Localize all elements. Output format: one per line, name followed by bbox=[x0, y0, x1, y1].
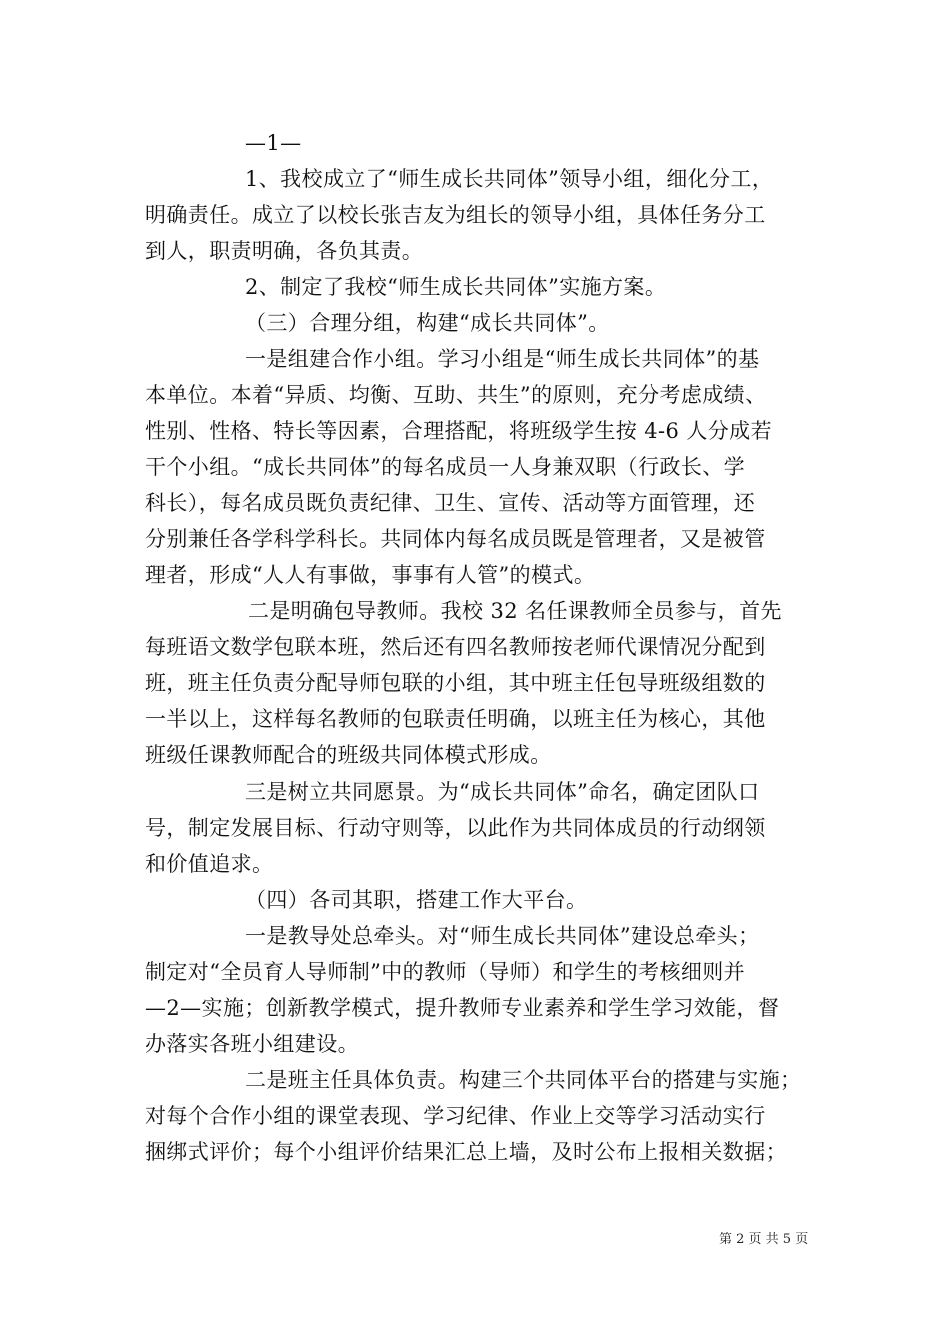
text-line: 办落实各班小组建设。 bbox=[145, 1032, 359, 1056]
page-footer: 第 2 页 共 5 页 bbox=[719, 1232, 809, 1247]
text-line: 二是明确包导教师。我校 32 名任课教师全员参与，首先 bbox=[248, 599, 782, 623]
text-line: 号，制定发展目标、行动守则等，以此作为共同体成员的行动纲领 bbox=[145, 816, 766, 840]
text-line: 1、我校成立了“师生成长共同体”领导小组，细化分工， bbox=[245, 167, 774, 191]
text-line: 三是树立共同愿景。为“成长共同体”命名，确定团队口 bbox=[245, 780, 760, 804]
text-line: 二是班主任具体负责。构建三个共同体平台的搭建与实施； bbox=[245, 1068, 802, 1092]
text-line: 班，班主任负责分配导师包联的小组，其中班主任包导班级组数的 bbox=[145, 671, 766, 695]
text-line: 一半以上，这样每名教师的包联责任明确，以班主任为核心，其他 bbox=[145, 707, 766, 731]
text-line: 对每个合作小组的课堂表现、学习纪律、作业上交等学习活动实行 bbox=[145, 1104, 766, 1128]
text-line: —2—实施；创新教学模式，提升教师专业素养和学生学习效能，督 bbox=[145, 996, 780, 1020]
text-line: 明确责任。成立了以校长张吉友为组长的领导小组，具体任务分工 bbox=[145, 203, 766, 227]
text-line: 性别、性格、特长等因素，合理搭配，将班级学生按 4-6 人分成若 bbox=[145, 419, 772, 443]
text-line: 本单位。本着“异质、均衡、互助、共生”的原则，充分考虑成绩、 bbox=[145, 383, 767, 407]
section-heading-4: （四）各司其职，搭建工作大平台。 bbox=[245, 888, 588, 912]
text-line: 制定对“全员育人导师制”中的教师（导师）和学生的考核细则并 bbox=[145, 960, 746, 984]
text-line: 一是组建合作小组。学习小组是“师生成长共同体”的基 bbox=[245, 347, 760, 371]
text-line: 捆绑式评价；每个小组评价结果汇总上墙，及时公布上报相关数据； bbox=[145, 1140, 787, 1164]
text-line: 干个小组。“成长共同体”的每名成员一人身兼双职（行政长、学 bbox=[145, 455, 746, 479]
text-line: 一是教导处总牵头。对“师生成长共同体”建设总牵头； bbox=[245, 924, 760, 948]
section-heading-3: （三）合理分组，构建“成长共同体”。 bbox=[245, 311, 610, 335]
text-line: 班级任课教师配合的班级共同体模式形成。 bbox=[145, 743, 552, 767]
text-line: 和价值追求。 bbox=[145, 852, 274, 876]
text-line: 到人，职责明确，各负其责。 bbox=[145, 239, 424, 263]
text-line: 科长），每名成员既负责纪律、卫生、宣传、活动等方面管理，还 bbox=[145, 491, 756, 515]
text-line: 理者，形成“人人有事做，事事有人管”的模式。 bbox=[145, 563, 596, 587]
text-line: 分别兼任各学科学科长。共同体内每名成员既是管理者，又是被管 bbox=[145, 527, 766, 551]
text-line: 2、制定了我校“师生成长共同体”实施方案。 bbox=[245, 275, 667, 299]
text-line: 每班语文数学包联本班，然后还有四名教师按老师代课情况分配到 bbox=[145, 635, 766, 659]
page-marker-1: —1— bbox=[245, 131, 302, 155]
